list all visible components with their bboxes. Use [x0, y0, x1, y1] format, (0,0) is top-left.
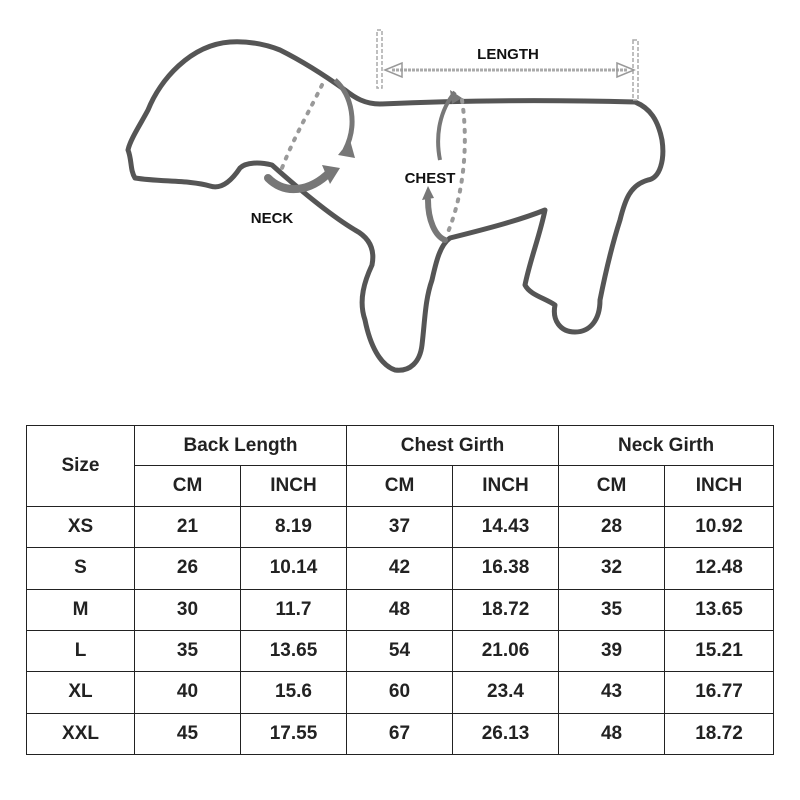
measurement-cell: 10.92 [665, 507, 774, 548]
dog-outline [128, 42, 663, 370]
chest-arrow-bottom [428, 200, 445, 240]
measurement-cell: 13.65 [241, 630, 347, 671]
unit-header: INCH [453, 466, 559, 507]
unit-header: CM [559, 466, 665, 507]
table-row [27, 507, 774, 548]
unit-header: CM [135, 466, 241, 507]
table-row [27, 672, 774, 713]
group-header-chest-girth: Chest Girth [347, 426, 559, 466]
chest-label: CHEST [404, 170, 456, 187]
measurement-cell: 35 [135, 630, 241, 671]
size-cell: XS [27, 507, 135, 548]
unit-header: CM [347, 466, 453, 507]
measurement-cell: 16.38 [453, 548, 559, 589]
size-cell: S [27, 548, 135, 589]
measurement-cell: 60 [347, 672, 453, 713]
group-header-neck-girth: Neck Girth [559, 426, 774, 466]
neck-arrow-bottom [268, 172, 330, 189]
size-cell: XXL [27, 713, 135, 754]
measurement-cell: 37 [347, 507, 453, 548]
measurement-cell: 14.43 [453, 507, 559, 548]
measurement-cell: 13.65 [665, 589, 774, 630]
measurement-cell: 15.6 [241, 672, 347, 713]
table-row [27, 713, 774, 754]
measurement-cell: 23.4 [453, 672, 559, 713]
measurement-cell: 15.21 [665, 630, 774, 671]
measurement-cell: 48 [347, 589, 453, 630]
table-row [27, 630, 774, 671]
table-body [27, 507, 774, 755]
table-row [27, 589, 774, 630]
measurement-cell: 26.13 [453, 713, 559, 754]
measurement-cell: 16.77 [665, 672, 774, 713]
size-cell: XL [27, 672, 135, 713]
table-row [27, 548, 774, 589]
length-label: LENGTH [477, 46, 539, 63]
measurement-cell: 18.72 [453, 589, 559, 630]
header-row-units [27, 466, 774, 507]
measurement-cell: 48 [559, 713, 665, 754]
chest-arrow-head-bottom [422, 186, 434, 200]
header-row-groups [27, 426, 774, 466]
measurement-cell: 11.7 [241, 589, 347, 630]
group-header-back-length: Back Length [135, 426, 347, 466]
measurement-cell: 42 [347, 548, 453, 589]
measurement-cell: 26 [135, 548, 241, 589]
measurement-cell: 45 [135, 713, 241, 754]
measurement-cell: 21.06 [453, 630, 559, 671]
measurement-cell: 8.19 [241, 507, 347, 548]
measurement-cell: 18.72 [665, 713, 774, 754]
size-chart-table [26, 425, 774, 755]
measurement-cell: 43 [559, 672, 665, 713]
size-column-header: Size [27, 426, 135, 507]
measurement-cell: 54 [347, 630, 453, 671]
measurement-cell: 21 [135, 507, 241, 548]
measurement-cell: 35 [559, 589, 665, 630]
measurement-cell: 28 [559, 507, 665, 548]
neck-measure-line [282, 85, 322, 168]
measurement-cell: 17.55 [241, 713, 347, 754]
measurement-cell: 67 [347, 713, 453, 754]
measurement-cell: 12.48 [665, 548, 774, 589]
measurement-cell: 40 [135, 672, 241, 713]
measurement-cell: 10.14 [241, 548, 347, 589]
length-bracket-left [377, 30, 382, 88]
measurement-cell: 32 [559, 548, 665, 589]
chest-measure-line [448, 100, 465, 232]
unit-header: INCH [241, 466, 347, 507]
measurement-cell: 30 [135, 589, 241, 630]
unit-header: INCH [665, 466, 774, 507]
size-cell: M [27, 589, 135, 630]
measurement-cell: 39 [559, 630, 665, 671]
size-cell: L [27, 630, 135, 671]
neck-label: NECK [250, 210, 294, 227]
